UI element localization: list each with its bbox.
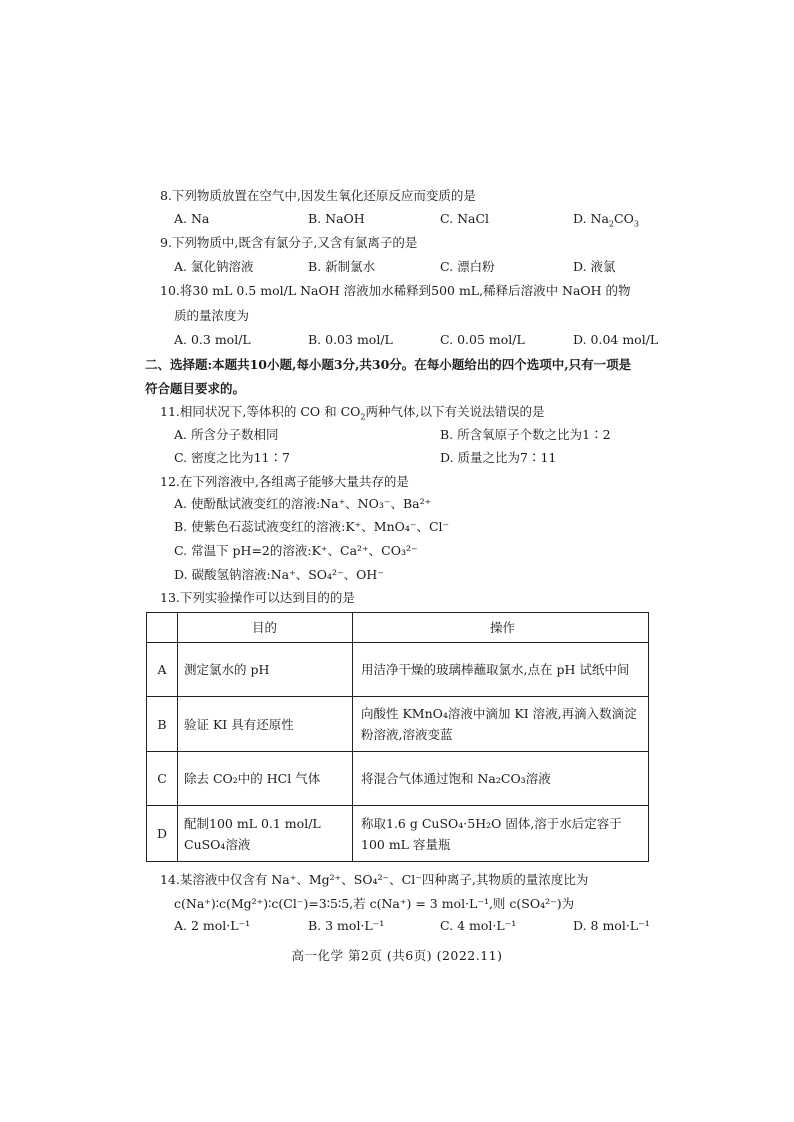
table-header-blank xyxy=(147,613,178,643)
q14-stem-line2: c(Na⁺)∶c(Mg²⁺)∶c(Cl⁻)=3∶5∶5,若 c(Na⁺) = 3 mol·L⁻¹,则 c(SO₄²⁻)为 xyxy=(174,896,575,911)
table-header-row xyxy=(147,613,649,643)
q12-stem: 12.在下列溶液中,各组离子能够大量共存的是 xyxy=(160,474,409,489)
row-label: B xyxy=(147,697,178,752)
table-header-operation: 操作 xyxy=(353,613,649,643)
q9-option-b: B. 新制氯水 xyxy=(308,259,376,274)
table-row xyxy=(147,752,649,806)
q10-option-d: D. 0.04 mol/L xyxy=(573,332,659,347)
section2-heading-line2: 符合题目要求的。 xyxy=(145,381,246,396)
row-purpose: 配制100 mL 0.1 mol/L CuSO₄溶液 xyxy=(178,806,353,862)
table-row xyxy=(147,643,649,697)
row-label: C xyxy=(147,752,178,806)
q9-stem: 9.下列物质中,既含有氯分子,又含有氯离子的是 xyxy=(160,235,418,250)
table-row xyxy=(147,697,649,752)
q10-option-c: C. 0.05 mol/L xyxy=(440,332,525,347)
q8-option-b: B. NaOH xyxy=(308,211,365,226)
row-operation: 称取1.6 g CuSO₄·5H₂O 固体,溶于水后定容于100 mL 容量瓶 xyxy=(353,806,649,862)
section2-heading-line1: 二、选择题:本题共10小题,每小题3分,共30分。在每小题给出的四个选项中,只有一项是 xyxy=(145,357,632,372)
q12-option-a: A. 使酚酞试液变红的溶液:Na⁺、NO₃⁻、Ba²⁺ xyxy=(174,496,432,511)
q10-stem-line2: 质的量浓度为 xyxy=(174,308,250,323)
q14-option-c: C. 4 mol·L⁻¹ xyxy=(440,918,517,933)
q11-option-d: D. 质量之比为7∶11 xyxy=(440,450,557,465)
q11-stem: 11.相同状况下,等体积的 CO 和 $CO_2$两种气体,以下有关说法错误的是 xyxy=(160,404,545,422)
q14-option-d: D. 8 mol·L⁻¹ xyxy=(573,918,650,933)
q14-stem-line1: 14.某溶液中仅含有 Na⁺、Mg²⁺、SO₄²⁻、Cl⁻四种离子,其物质的量浓度比为 xyxy=(160,872,589,887)
row-purpose: 测定氯水的 pH xyxy=(178,643,353,697)
page-footer: 高一化学 第2页 (共6页) (2022.11) xyxy=(291,948,503,963)
q10-option-a: A. 0.3 mol/L xyxy=(174,332,251,347)
q9-option-d: D. 液氯 xyxy=(573,259,616,274)
q8-option-d: D. $Na_2CO_3$ xyxy=(573,211,639,229)
q8-stem: 8.下列物质放置在空气中,因发生氧化还原反应而变质的是 xyxy=(160,188,476,203)
q14-option-b: B. 3 mol·L⁻¹ xyxy=(308,918,385,933)
row-label: D xyxy=(147,806,178,862)
row-purpose: 验证 KI 具有还原性 xyxy=(178,697,353,752)
table-header-purpose: 目的 xyxy=(178,613,353,643)
q11-option-b: B. 所含氧原子个数之比为1∶2 xyxy=(440,427,611,442)
q11-option-c: C. 密度之比为11∶7 xyxy=(174,450,290,465)
q10-option-b: B. 0.03 mol/L xyxy=(308,332,393,347)
q11-option-a: A. 所含分子数相同 xyxy=(174,427,279,442)
experiment-table xyxy=(146,612,649,862)
q14-option-a: A. 2 mol·L⁻¹ xyxy=(174,918,251,933)
q9-option-a: A. 氯化钠溶液 xyxy=(174,259,254,274)
q8-option-c: C. NaCl xyxy=(440,211,490,226)
row-purpose: 除去 CO₂中的 HCl 气体 xyxy=(178,752,353,806)
q10-stem-line1: 10.将30 mL 0.5 mol/L NaOH 溶液加水稀释到500 mL,稀释后溶液中 NaOH 的物 xyxy=(160,283,631,298)
q12-option-c: C. 常温下 pH=2的溶液:K⁺、Ca²⁺、CO₃²⁻ xyxy=(174,543,418,558)
q9-option-c: C. 漂白粉 xyxy=(440,259,495,274)
row-label: A xyxy=(147,643,178,697)
q12-option-d: D. 碳酸氢钠溶液:Na⁺、SO₄²⁻、OH⁻ xyxy=(174,567,384,582)
table-row xyxy=(147,806,649,862)
q8-option-a: A. Na xyxy=(174,211,210,226)
row-operation: 用洁净干燥的玻璃棒蘸取氯水,点在 pH 试纸中间 xyxy=(353,643,649,697)
q13-stem: 13.下列实验操作可以达到目的的是 xyxy=(160,590,355,605)
row-operation: 将混合气体通过饱和 Na₂CO₃溶液 xyxy=(353,752,649,806)
q12-option-b: B. 使紫色石蕊试液变红的溶液:K⁺、MnO₄⁻、Cl⁻ xyxy=(174,519,450,534)
row-operation: 向酸性 KMnO₄溶液中滴加 KI 溶液,再滴入数滴淀粉溶液,溶液变蓝 xyxy=(353,697,649,752)
